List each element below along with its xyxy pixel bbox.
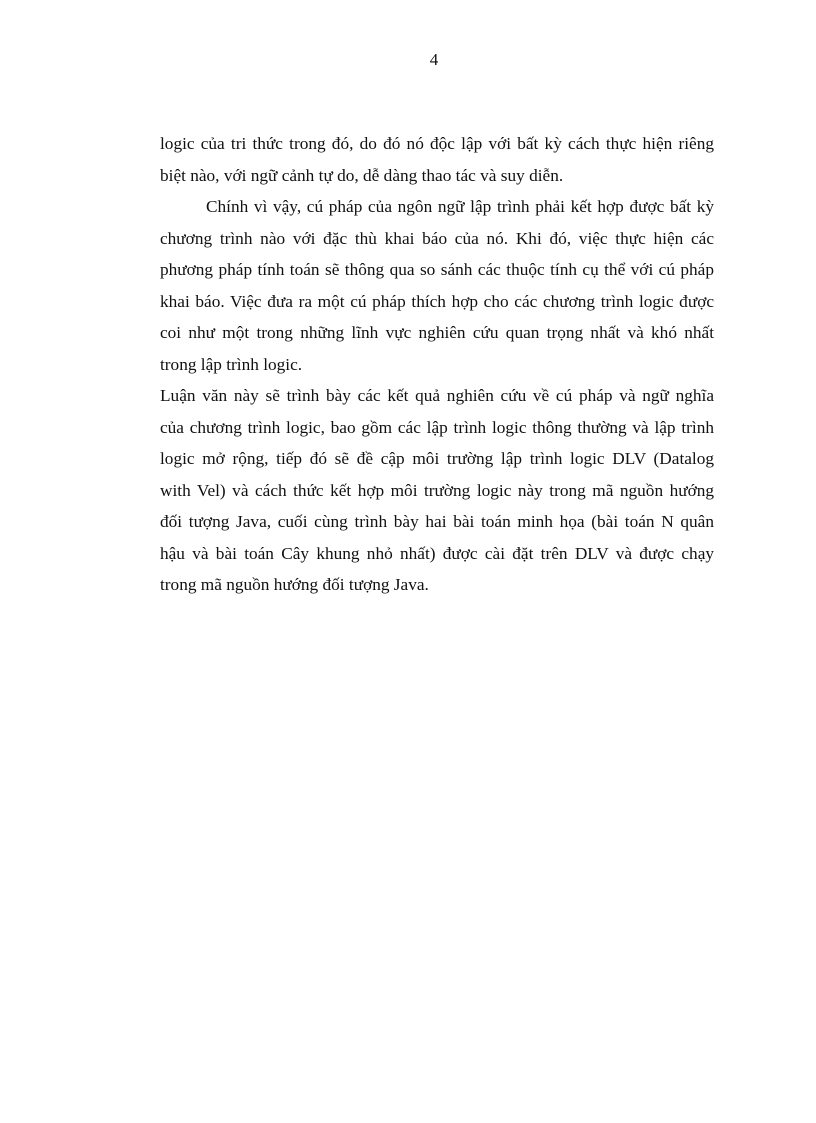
paragraph-line: coi như một trong những lĩnh vực nghiên cứu quan trọng nhất và khó nhất xyxy=(160,323,714,342)
paragraph-line: trong mã nguồn hướng đối tượng Java. xyxy=(160,575,429,594)
paragraph-line: khai báo. Việc đưa ra một cú pháp thích hợp cho các chương trình logic được xyxy=(160,291,714,311)
paragraph-line: Chính vì vậy, cú pháp của ngôn ngữ lập trình phải kết hợp được bất kỳ xyxy=(206,197,714,216)
paragraph-line: đối tượng Java, cuối cùng trình bày hai bài toán minh họa (bài toán N quân xyxy=(160,512,714,531)
page-number: 4 xyxy=(429,50,439,69)
paragraph-line: with Vel) và cách thức kết hợp môi trường logic này trong mã nguồn hướng xyxy=(160,480,714,500)
paragraph-line: phương pháp tính toán sẽ thông qua so sánh các thuộc tính cụ thể với cú pháp xyxy=(160,260,714,279)
paragraph-line: của chương trình logic, bao gồm các lập trình logic thông thường và lập trình xyxy=(160,417,714,437)
paragraph-line: Luận văn này sẽ trình bày các kết quả nghiên cứu về cú pháp và ngữ nghĩa xyxy=(160,386,714,405)
paragraph-line: trong lập trình logic. xyxy=(160,354,303,374)
paragraph-2 xyxy=(160,191,714,380)
paragraph-line: chương trình nào với đặc thù khai báo của nó. Khi đó, việc thực hiện các xyxy=(160,228,714,248)
paragraph-line: logic mở rộng, tiếp đó sẽ đề cập môi trường lập trình logic DLV (Datalog xyxy=(160,449,714,468)
paragraph-line: hậu và bài toán Cây khung nhỏ nhất) được cài đặt trên DLV và được chạy xyxy=(160,543,714,563)
paragraph-1 xyxy=(160,128,714,191)
paragraph-3 xyxy=(160,380,714,601)
paragraph-line: biệt nào, với ngữ cảnh tự do, dễ dàng thao tác và suy diễn. xyxy=(160,165,564,185)
paragraph-line: logic của tri thức trong đó, do đó nó độc lập với bất kỳ cách thực hiện riêng xyxy=(160,134,714,153)
